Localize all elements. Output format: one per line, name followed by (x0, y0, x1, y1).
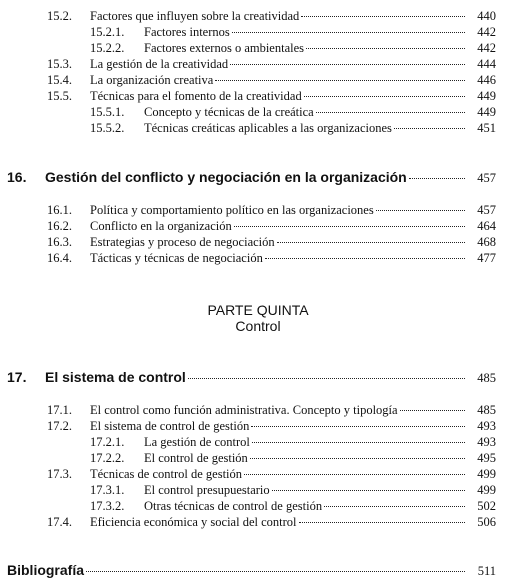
toc-bibliography (7, 563, 496, 578)
entry-title: La gestión de la creatividad (90, 57, 229, 71)
entry-number: 15.2.2. (90, 41, 125, 55)
dot-leader (230, 64, 465, 65)
entry-page: 442 (477, 41, 496, 55)
toc-entry-16-3 (47, 235, 496, 249)
dot-leader (244, 474, 465, 475)
entry-number: 17.3. (47, 467, 72, 481)
dot-leader (304, 96, 465, 97)
entry-number: 17.3.2. (90, 499, 125, 513)
entry-page: 449 (477, 89, 496, 103)
dot-leader (277, 242, 465, 243)
entry-page: 499 (477, 467, 496, 481)
dot-leader (394, 128, 465, 129)
entry-title: Factores que influyen sobre la creatividad (90, 9, 300, 23)
chapter-page: 457 (477, 171, 496, 185)
chapter-title: Gestión del conflicto y negociación en la organización (45, 169, 407, 185)
entry-number: 16.4. (47, 251, 72, 265)
toc-entry-17-4 (47, 515, 496, 529)
entry-number: 17.4. (47, 515, 72, 529)
entry-number: 15.5.2. (90, 121, 125, 135)
toc-entry-17-3 (47, 467, 496, 481)
entry-page: 449 (477, 105, 496, 119)
entry-page: 444 (477, 57, 496, 71)
entry-title: Estrategias y proceso de negociación (90, 235, 275, 249)
chapter-number: 16. (7, 169, 27, 185)
part-name: Control (235, 318, 281, 334)
bibliography-title: Bibliografía (7, 562, 85, 578)
dot-leader (316, 112, 465, 113)
entry-number: 17.1. (47, 403, 72, 417)
entry-page: 442 (477, 25, 496, 39)
entry-number: 16.2. (47, 219, 72, 233)
entry-title: Técnicas creáticas aplicables a las organizaciones (144, 121, 392, 135)
dot-leader (324, 506, 465, 507)
chapter-number: 17. (7, 369, 27, 385)
toc-entry-15-5-2 (90, 121, 496, 135)
entry-number: 17.2.1. (90, 435, 125, 449)
toc-entry-15-4 (47, 73, 496, 87)
entry-title: El control como función administrativa. Concepto y tipología (90, 403, 398, 417)
dot-leader (272, 490, 465, 491)
dot-leader (301, 16, 465, 17)
entry-page: 493 (477, 419, 496, 433)
entry-title: Factores internos (144, 25, 230, 39)
entry-number: 15.2. (47, 9, 72, 23)
dot-leader (234, 226, 465, 227)
toc-entry-17-2-2 (90, 451, 496, 465)
chapter-page: 485 (477, 371, 496, 385)
toc-entry-17-1 (47, 403, 496, 417)
toc-entry-15-5-1 (90, 105, 496, 119)
entry-number: 16.3. (47, 235, 72, 249)
entry-title: Política y comportamiento político en las organizaciones (90, 203, 374, 217)
toc-entry-15-2-2 (90, 41, 496, 55)
dot-leader (215, 80, 465, 81)
dot-leader (299, 522, 465, 523)
dot-leader (252, 442, 465, 443)
entry-title: La gestión de control (144, 435, 250, 449)
entry-page: 493 (477, 435, 496, 449)
entry-title: Técnicas para el fomento de la creatividad (90, 89, 302, 103)
entry-number: 17.2. (47, 419, 72, 433)
entry-title: Técnicas de control de gestión (90, 467, 243, 481)
entry-number: 16.1. (47, 203, 72, 217)
toc-entry-16-1 (47, 203, 496, 217)
entry-page: 502 (477, 499, 496, 513)
dot-leader (232, 32, 465, 33)
entry-title: Conflicto en la organización (90, 219, 232, 233)
entry-page: 451 (477, 121, 496, 135)
toc-entry-17-3-1 (90, 483, 496, 497)
bibliography-page: 511 (477, 564, 496, 578)
entry-number: 15.5.1. (90, 105, 125, 119)
entry-number: 15.4. (47, 73, 72, 87)
entry-page: 477 (477, 251, 496, 265)
entry-page: 440 (477, 9, 496, 23)
toc-entry-16-4 (47, 251, 496, 265)
toc-entry-15-2 (47, 9, 496, 23)
entry-title: El control de gestión (144, 451, 248, 465)
dot-leader (188, 378, 465, 379)
entry-title: El control presupuestario (144, 483, 270, 497)
toc-entry-16-2 (47, 219, 496, 233)
entry-number: 15.5. (47, 89, 72, 103)
toc-entry-15-2-1 (90, 25, 496, 39)
dot-leader (306, 48, 465, 49)
entry-page: 485 (477, 403, 496, 417)
dot-leader (376, 210, 465, 211)
entry-page: 468 (477, 235, 496, 249)
entry-page: 457 (477, 203, 496, 217)
entry-title: Eficiencia económica y social del control (90, 515, 297, 529)
entry-title: Otras técnicas de control de gestión (144, 499, 323, 513)
toc-entry-17-2-1 (90, 435, 496, 449)
toc-chapter-16 (7, 170, 496, 185)
entry-number: 15.3. (47, 57, 72, 71)
part-label: PARTE QUINTA (207, 302, 309, 318)
toc-entry-17-3-2 (90, 499, 496, 513)
chapter-title: El sistema de control (45, 369, 186, 385)
toc-entry-15-3 (47, 57, 496, 71)
entry-page: 446 (477, 73, 496, 87)
dot-leader (265, 258, 465, 259)
entry-title: La organización creativa (90, 73, 214, 87)
entry-number: 17.2.2. (90, 451, 125, 465)
dot-leader (86, 571, 465, 572)
toc-entry-15-5 (47, 89, 496, 103)
entry-page: 464 (477, 219, 496, 233)
entry-page: 506 (477, 515, 496, 529)
entry-page: 499 (477, 483, 496, 497)
dot-leader (251, 426, 465, 427)
entry-number: 17.3.1. (90, 483, 125, 497)
toc-chapter-17 (7, 370, 496, 385)
entry-title: Factores externos o ambientales (144, 41, 305, 55)
entry-title: El sistema de control de gestión (90, 419, 250, 433)
dot-leader (409, 178, 465, 179)
toc-entry-17-2 (47, 419, 496, 433)
entry-title: Tácticas y técnicas de negociación (90, 251, 263, 265)
entry-page: 495 (477, 451, 496, 465)
dot-leader (400, 410, 465, 411)
entry-number: 15.2.1. (90, 25, 125, 39)
dot-leader (250, 458, 465, 459)
entry-title: Concepto y técnicas de la creática (144, 105, 314, 119)
